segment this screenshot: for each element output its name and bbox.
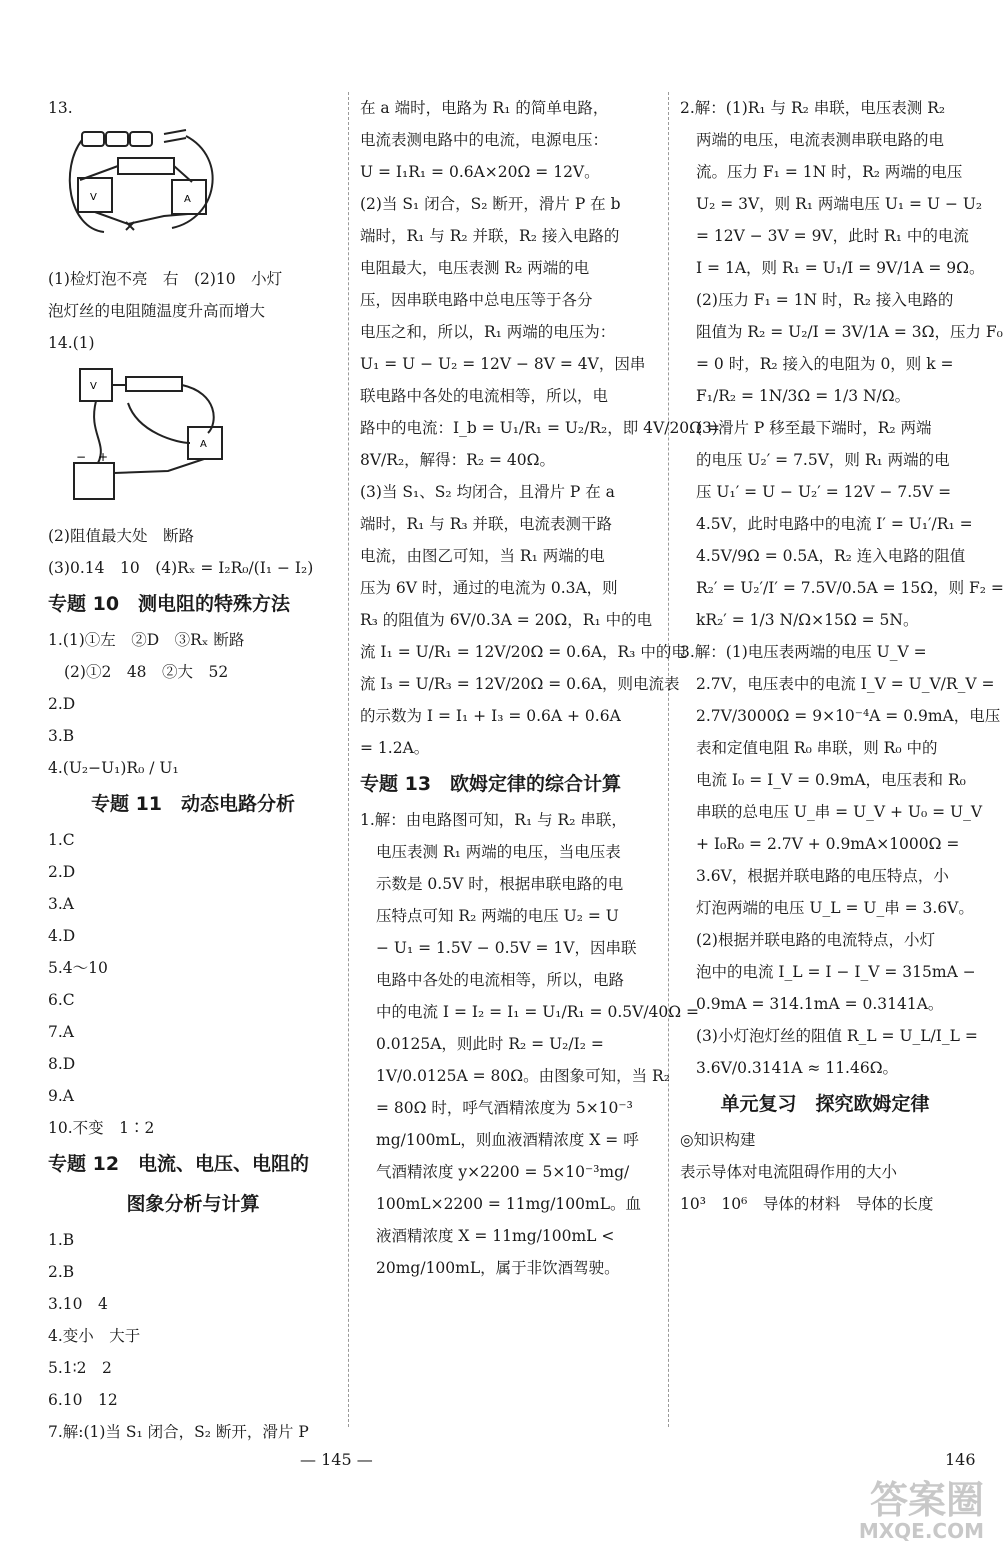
answer-line: 4.5V/9Ω = 0.5A，R₂ 连入电路的阻值 bbox=[696, 547, 966, 565]
answer-line: 电流表测电路中的电流，电源电压： bbox=[360, 131, 609, 149]
answer-line: = 80Ω 时，呼气酒精浓度为 5×10⁻³ bbox=[376, 1099, 633, 1117]
answer-line: 1V/0.0125A = 80Ω。由图象可知，当 R₂ bbox=[376, 1067, 670, 1085]
answer-line: 电阻最大，电压表测 R₂ 两端的电 bbox=[360, 259, 590, 277]
answer-line: 14.(1) bbox=[48, 334, 95, 352]
section-heading: 专题 12 电流、电压、电阻的 bbox=[48, 1153, 310, 1175]
circuit-13 bbox=[68, 128, 338, 257]
answer-line: 2.D bbox=[48, 695, 76, 713]
answer-line: 10.不变 1∶2 bbox=[48, 1119, 155, 1137]
answer-line: 3.A bbox=[48, 895, 74, 913]
circuit-diagram-13 bbox=[68, 128, 228, 246]
answer-line: 4.变小 大于 bbox=[48, 1327, 141, 1345]
column-divider-right bbox=[668, 92, 669, 1427]
answer-line: (2)根据并联电路的电流特点，小灯 bbox=[696, 931, 935, 949]
page-number-left: — 145 — bbox=[300, 1450, 373, 1469]
svg-text:− +: − + bbox=[76, 450, 109, 464]
answer-line: (2)压力 F₁ = 1N 时，R₂ 接入电路的 bbox=[696, 291, 954, 309]
answer-line: 电压表测 R₁ 两端的电压，当电压表 bbox=[376, 843, 621, 861]
answer-line: (2)当 S₁ 闭合，S₂ 断开，滑片 P 在 b bbox=[360, 195, 621, 213]
answer-line: 4.D bbox=[48, 927, 76, 945]
answer-line: 1.B bbox=[48, 1231, 75, 1249]
answer-line: (3)滑片 P 移至最下端时，R₂ 两端 bbox=[696, 419, 932, 437]
answer-line: 2.B bbox=[48, 1263, 75, 1281]
watermark-url: MXQE.COM bbox=[858, 1519, 984, 1543]
answer-line: + I₀R₀ = 2.7V + 0.9mA×1000Ω = bbox=[696, 835, 960, 853]
answer-line: U = I₁R₁ = 0.6A×20Ω = 12V。 bbox=[360, 163, 600, 181]
section-heading: 专题 10 测电阻的特殊方法 bbox=[48, 593, 291, 615]
answer-line: 在 a 端时，电路为 R₁ 的简单电路， bbox=[360, 99, 609, 117]
section-heading: 单元复习 探究欧姆定律 bbox=[720, 1093, 930, 1115]
answer-line: 0.9mA = 314.1mA = 0.3141A。 bbox=[696, 995, 944, 1013]
answer-line: 6.10 12 bbox=[48, 1391, 118, 1409]
answer-line: 3.6V，根据并联电路的电压特点，小 bbox=[696, 867, 949, 885]
answer-line: 2.7V，电压表中的电流 I_V = U_V/R_V = bbox=[696, 675, 995, 693]
answer-line: 泡灯丝的电阻随温度升高而增大 bbox=[48, 302, 266, 320]
answer-line: 8.D bbox=[48, 1055, 76, 1073]
answer-line: (2)①2 48 ②大 52 bbox=[64, 663, 229, 681]
answer-line: 泡中的电流 I_L = I − I_V = 315mA − bbox=[696, 963, 976, 981]
answer-line: 13. bbox=[48, 99, 73, 117]
answer-line: U₂ = 3V，则 R₁ 两端电压 U₁ = U − U₂ bbox=[696, 195, 983, 213]
answer-line: 灯泡两端的电压 U_L = U_串 = 3.6V。 bbox=[696, 899, 974, 917]
answer-line: 9.A bbox=[48, 1087, 74, 1105]
answer-line: ◎知识构建 bbox=[680, 1131, 756, 1149]
answer-line: 示数是 0.5V 时，根据串联电路的电 bbox=[376, 875, 624, 893]
circuit-diagram-14 bbox=[68, 363, 238, 503]
answer-line: R₂′ = U₂′/I′ = 7.5V/0.5A = 15Ω，则 F₂ = bbox=[696, 579, 1004, 597]
answer-line: 8V/R₂，解得：R₂ = 40Ω。 bbox=[360, 451, 555, 469]
answer-line: 阻值为 R₂ = U₂/I = 3V/1A = 3Ω，压力 F₀ bbox=[696, 323, 1003, 341]
answer-line: F₁/R₂ = 1N/3Ω = 1/3 N/Ω。 bbox=[696, 387, 911, 405]
answer-line: 5.4～10 bbox=[48, 959, 108, 977]
answer-line: 100mL×2200 = 11mg/100mL。血 bbox=[376, 1195, 641, 1213]
answer-line: 3.6V/0.3141A ≈ 11.46Ω。 bbox=[696, 1059, 899, 1077]
answer-line: 流。压力 F₁ = 1N 时，R₂ 两端的电压 bbox=[696, 163, 963, 181]
answer-line: (2)阻值最大处 断路 bbox=[48, 527, 194, 545]
answer-line: 电压之和，所以，R₁ 两端的电压为： bbox=[360, 323, 616, 341]
answer-line: mg/100mL，则血液酒精浓度 X = 呼 bbox=[376, 1131, 639, 1149]
answer-line: 1.解：由电路图可知，R₁ 与 R₂ 串联， bbox=[360, 811, 627, 829]
answer-line: 流 I₃ = U/R₃ = 12V/20Ω = 0.6A，则电流表 bbox=[360, 675, 680, 693]
watermark-title: 答案圈 bbox=[869, 1478, 984, 1522]
answer-line: (1)检灯泡不亮 右 (2)10 小灯 bbox=[48, 270, 283, 288]
column-divider-left bbox=[348, 92, 349, 1427]
answer-line: 电流 I₀ = I_V = 0.9mA，电压表和 R₀ bbox=[696, 771, 966, 789]
answer-line: (3)当 S₁、S₂ 均闭合，且滑片 P 在 a bbox=[360, 483, 615, 501]
answer-line: R₃ 的阻值为 6V/0.3A = 20Ω，R₁ 中的电 bbox=[360, 611, 653, 629]
answer-column-right bbox=[680, 92, 1004, 1220]
answer-line: 电流，由图乙可知，当 R₁ 两端的电 bbox=[360, 547, 605, 565]
answer-line: (3)小灯泡灯丝的阻值 R_L = U_L/I_L = bbox=[696, 1027, 978, 1045]
answer-line: = 0 时，R₂ 接入的电阻为 0，则 k = bbox=[696, 355, 954, 373]
circuit-14 bbox=[68, 363, 338, 514]
answer-line: 气酒精浓度 y×2200 = 5×10⁻³mg/ bbox=[376, 1163, 630, 1181]
answer-line: 7.A bbox=[48, 1023, 74, 1041]
answer-line: 两端的电压，电流表测串联电路的电 bbox=[696, 131, 945, 149]
answer-line: = 1.2A。 bbox=[360, 739, 430, 757]
answer-line: 3.10 4 bbox=[48, 1295, 108, 1313]
answer-line: 3.解：(1)电压表两端的电压 U_V = bbox=[680, 643, 927, 661]
section-heading: 专题 11 动态电路分析 bbox=[90, 793, 296, 815]
answer-line: 4.5V，此时电路中的电流 I′ = U₁′/R₁ = bbox=[696, 515, 973, 533]
answer-line: 1.C bbox=[48, 831, 75, 849]
svg-text:V: V bbox=[90, 381, 97, 392]
answer-line: 2.解：(1)R₁ 与 R₂ 串联，电压表测 R₂ bbox=[680, 99, 946, 117]
answer-line: 3.B bbox=[48, 727, 75, 745]
answer-line: 端时，R₁ 与 R₂ 并联，R₂ 接入电路的 bbox=[360, 227, 620, 245]
answer-line: 4.(U₂−U₁)R₀ / U₁ bbox=[48, 759, 179, 777]
answer-line: I = 1A，则 R₁ = U₁/I = 9V/1A = 9Ω。 bbox=[696, 259, 985, 277]
answer-line: 的示数为 I = I₁ + I₃ = 0.6A + 0.6A bbox=[360, 707, 621, 725]
watermark-logo bbox=[859, 1480, 984, 1542]
answer-line: = 12V − 3V = 9V，此时 R₁ 中的电流 bbox=[696, 227, 969, 245]
answer-line: 2.D bbox=[48, 863, 76, 881]
answer-line: 7.解:(1)当 S₁ 闭合，S₂ 断开，滑片 P bbox=[48, 1423, 309, 1441]
answer-line: 表和定值电阻 R₀ 串联，则 R₀ 中的 bbox=[696, 739, 938, 757]
answer-column-left bbox=[48, 92, 338, 1448]
answer-line: 压为 6V 时，通过的电流为 0.3A，则 bbox=[360, 579, 618, 597]
page-number-right: 146 bbox=[945, 1450, 976, 1469]
section-heading: 专题 13 欧姆定律的综合计算 bbox=[360, 773, 622, 795]
answer-line: 的电压 U₂′ = 7.5V，则 R₁ 两端的电 bbox=[696, 451, 950, 469]
section-heading: 图象分析与计算 bbox=[126, 1193, 260, 1215]
answer-line: 20mg/100mL，属于非饮酒驾驶。 bbox=[376, 1259, 620, 1277]
svg-text:A: A bbox=[184, 194, 191, 205]
answer-line: 中的电流 I = I₂ = I₁ = U₁/R₁ = 0.5V/40Ω = bbox=[376, 1003, 700, 1021]
svg-text:V: V bbox=[90, 192, 97, 203]
answer-line: 0.0125A，则此时 R₂ = U₂/I₂ = bbox=[376, 1035, 604, 1053]
answer-line: (3)0.14 10 (4)Rₓ = I₂R₀/(I₁ − I₂) bbox=[48, 559, 314, 577]
answer-line: 联电路中各处的电流相等，所以，电 bbox=[360, 387, 609, 405]
answer-line: 压特点可知 R₂ 两端的电压 U₂ = U bbox=[376, 907, 619, 925]
svg-text:A: A bbox=[200, 439, 207, 450]
answer-line: 电路中各处的电流相等，所以，电路 bbox=[376, 971, 625, 989]
answer-line: 表示导体对电流阻碍作用的大小 bbox=[680, 1163, 898, 1181]
answer-line: 串联的总电压 U_串 = U_V + U₀ = U_V bbox=[696, 803, 983, 821]
answer-line: 压，因串联电路中总电压等于各分 bbox=[360, 291, 593, 309]
answer-line: U₁ = U − U₂ = 12V − 8V = 4V，因串 bbox=[360, 355, 646, 373]
answer-line: 路中的电流：I_b = U₁/R₁ = U₂/R₂，即 4V/20Ω = bbox=[360, 419, 720, 437]
answer-line: 1.(1)①左 ②D ③Rₓ 断路 bbox=[48, 631, 245, 649]
answer-line: 流 I₁ = U/R₁ = 12V/20Ω = 0.6A，R₃ 中的电 bbox=[360, 643, 687, 661]
answer-line: 6.C bbox=[48, 991, 75, 1009]
answer-line: − U₁ = 1.5V − 0.5V = 1V，因串联 bbox=[376, 939, 637, 957]
answer-line: 压 U₁′ = U − U₂′ = 12V − 7.5V = bbox=[696, 483, 952, 501]
answer-line: kR₂′ = 1/3 N/Ω×15Ω = 5N。 bbox=[696, 611, 919, 629]
answer-line: 5.1∶2 2 bbox=[48, 1359, 112, 1377]
answer-line: 液酒精浓度 X = 11mg/100mL < bbox=[376, 1227, 615, 1245]
answer-line: 10³ 10⁶ 导体的材料 导体的长度 bbox=[680, 1195, 934, 1213]
answer-line: 端时，R₁ 与 R₃ 并联，电流表测干路 bbox=[360, 515, 613, 533]
answer-line: 2.7V/3000Ω = 9×10⁻⁴A = 0.9mA，电压 bbox=[696, 707, 1001, 725]
